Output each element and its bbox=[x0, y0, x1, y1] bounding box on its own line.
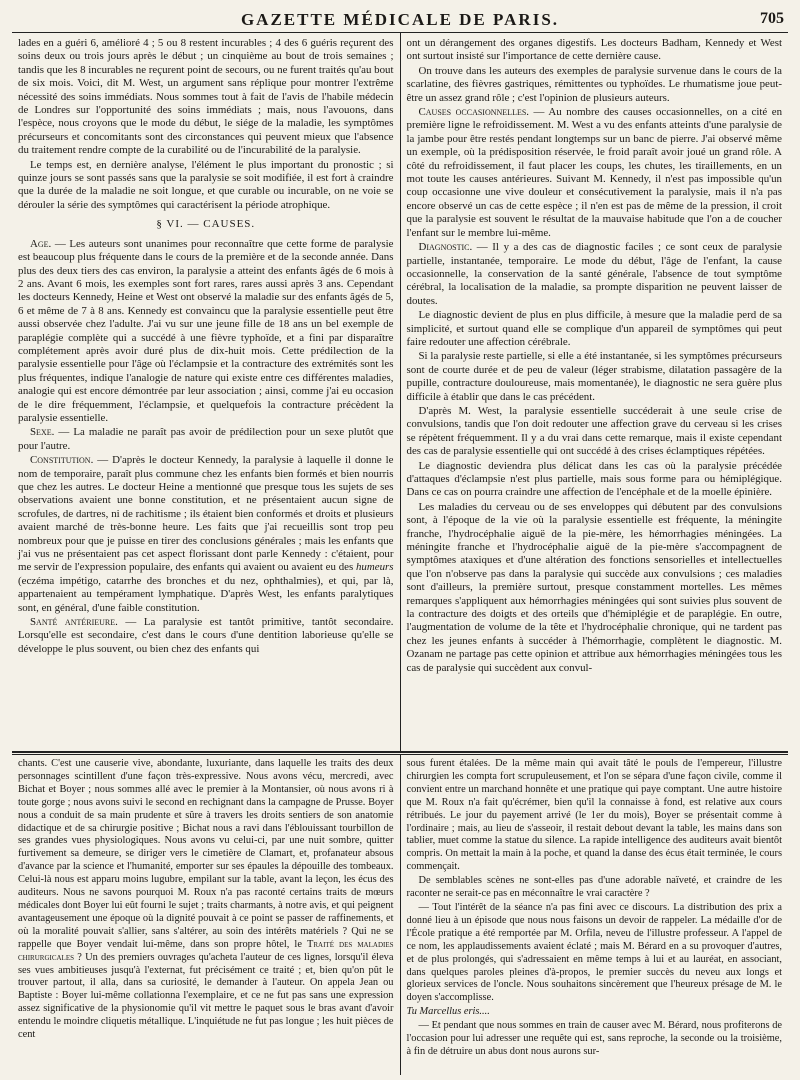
paragraph-text: (eczéma impétigo, catarrhe des bronches et du nez, ophthalmies), et qui, par là, appartenaient au tempérament lymphatique. D'après West, les enfants paralytiques sont, en général, d'une faible constitution. bbox=[18, 574, 394, 614]
paragraph-text: — La maladie ne paraît pas avoir de prédilection pour un sexe plutôt que pour l'autre. bbox=[18, 426, 394, 452]
paragraph: Si la paralysie reste partielle, si elle a été instantanée, si les symptômes précurseurs sont de courte durée et de peu de valeur (léger strabisme, dilatation passagère de la pupille, contracture douloureuse, mais momentanée), le diagnostic ne sera guère plus difficile à établir que dans le cas précédent. bbox=[406, 350, 782, 403]
book-title: Traité des maladies chirurgicales bbox=[18, 938, 394, 963]
paragraph-text: — Il y a des cas de diagnostic faciles ; ce sont ceux de paralysie partielle, instantanée, temporaire. Le mode du début, l'âge de l'enfant, la cause occasionnelle, la conservation de la santé générale, l'absence de tout symptôme cérébral, la localisation de la maladie, sa prompte disparition ne peuvent laisser de doutes. bbox=[406, 241, 782, 307]
paragraph: Le temps est, en dernière analyse, l'élément le plus important du pronostic ; si quinze jours se sont passés sans que la paralysie se soit modifiée, il est fort à craindre que la durée de la maladie ne soit longue, et que curable ou incurable, on ne voie se dérouler la série des symptômes qui caractérisent la période atrophique. bbox=[18, 158, 394, 211]
paragraph: ont un dérangement des organes digestifs. Les docteurs Badham, Kennedy et West ont surtout insisté sur l'importance de cette dernière cause. bbox=[406, 37, 782, 63]
paragraph: — Tout l'intérêt de la séance n'a pas fini avec ce discours. La distribution des prix a donné lieu à un épisode que nous nous faisons un devoir de rappeler. La médaille d'or de l'École pratique a été remportée par M. Orfila, neveu de l'illustre professeur. A l'appel de ce nom, les applaudissements avaient éclaté ; mais M. Bérard en a su provoquer d'autres, et de plus prolongés, qui s'adressaient en même temps à lui et au lauréat, en associant, dans quelques paroles pleines d'à-propos, le premier succès du neveu aux longs et glorieux services de l'oncle. Nous souhaitons sincèrement que l'heureux présage de M. le doyen s'accomplisse. bbox=[406, 901, 782, 1004]
paragraph: sous furent étalées. De la même main qui avait tâté le pouls de l'empereur, l'illustre chirurgien les compta fort scrupuleusement, et l'on se sépara d'une façon civile, comme il convient entre un marchand honnête et une pratique qui paye comptant. Une autre histoire que M. Roux n'a fait qu'écrémer, bien qu'il la connaisse à fond, est relative aux cours rétribués. Le jour du payement arrivé (le 1er du mois), Boyer se présentait comme à l'ordinaire ; mais, au lieu de s'asseoir, il restait debout devant la table, les mains dans son tablier, muet comme la statue du silence. La rapide intelligence des auditeurs avait bientôt compris. On mettait la main à la poche, et quand la danse des écus était terminée, le cours commençait. bbox=[406, 758, 782, 873]
paragraph: On trouve dans les auteurs des exemples de paralysie survenue dans le cours de la scarlatine, des fièvres gastriques, rémittentes ou typhoïdes. Le rhumatisme joue peut-être un assez grand rôle ; c'est l'opinion de plusieurs auteurs. bbox=[406, 64, 782, 104]
main-left-column bbox=[12, 33, 401, 751]
paragraph bbox=[18, 238, 394, 426]
publication-title: GAZETTE MÉDICALE DE PARIS. bbox=[240, 10, 560, 29]
paragraph bbox=[18, 758, 394, 1042]
paragraph bbox=[407, 106, 783, 240]
paragraph-text: — Les auteurs sont unanimes pour reconnaître que cette forme de paralysie est beaucoup plus fréquente dans le cours de la première et de la seconde année. Dans plus des deux tiers des cas environ, la paralysie a atteint des enfants âgés de 6 mois à 2 ans. Avant 6 mois, les exemples sont fort rares, rares aussi après 3 ans. Cependant les docteurs Kennedy, Heine et West ont observé la maladie sur des enfants âgés de 5, 6 et même de 7 à 8 ans. Kennedy est convaincu que la paralysie essentielle peut être aussi observée chez l'adulte. J'ai vu sur une jeune fille de 18 ans un bel exemple de paraplégie complète qui a succédé à une fièvre typhoïde, et a fini par disparaître complétement après avoir duré plus de dix-huit mois. Cette prédilection de la paralysie essentielle pour l'âge où l'éclampsie et la contracture des extrémités sont les plus fréquentes, indique l'analogie de nature qui existe entre ces différentes maladies, analogie qui est encore démontrée par leur association ; ainsi, comme j'ai eu occasion de le dire fréquemment, l'éclampsie, et quelquefois la contracture précèdent la paralysie essentielle. bbox=[18, 237, 394, 424]
paragraph: lades en a guéri 6, amélioré 4 ; 5 ou 8 restent incurables ; 4 des 6 guéris reçurent des soins deux ou trois jours après le début ; un cinquième au bout de trois semaines ; tandis que les 8 incurables ne reçurent point de secours, ou ne furent traités qu'au bout de six mois. Voici, dit M. West, un argument sans réplique pour montrer l'extrême nécessité des soins immédiats. Nous sommes tout à fait de l'avis de l'habile médecin de Londres sur l'opportunité des soins immédiats ; mais, nous l'avouons, dans l'espèce, nous croyons que le mode du début, le siége de la maladie, les symptômes précurseurs et concomitants sont des circonstances qui peuvent mieux que l'absence du traitement rendre compte de la curabilité ou de l'incurabilité de la paralysie. bbox=[18, 37, 394, 157]
paragraph-text: — Au nombre des causes occasionnelles, on a cité en première ligne le refroidissement. M. West a vu des enfants atteints d'une paralysie de la jambe pour être restés pendant longtemps sur un banc de pierre. J'ai observé même un exemple, où la prédisposition réservée, le froid paraît avoir joué un grand rôle. A côté du refroidissement, il faut placer les coups, les chutes, les tiraillements, en un mot toute les causes antérieures. Suivant M. Kennedy, il n'est pas impossible qu'un coup occasionne une vive douleur et consécutivement la paralysie, mais il n'a pas encore observé un cas de cette espèce ; il n'en est pas de même de la pression, il croit que la paralysie est souvent le résultat de la mauvaise habitude que l'on a de coucher l'enfant sur le membre lui-même. bbox=[406, 106, 783, 239]
feuilleton-right-column bbox=[401, 755, 789, 1075]
paragraph-text: chants. C'est une causerie vive, abondante, luxuriante, dans laquelle les traits des deux personnages scintillent d'une façon très-expressive. Nous avons vécu, mercredi, avec Bichat et Boyer ; nous sommes allé avec le premier à la Montansier, où nous avons ri à toute gorge ; nous avons suivi le second en rechignant dans la campagne de Prusse. Boyer nous a conduit de sa main prudente et sûre à travers les droits sentiers de son anatomie didactique et de sa chirurgie positive ; Bichat nous a ravi dans l'éblouissant tourbillon de ses grandes vues physiologiques. Nous avons vu celui-ci, par une nuit sombre, quitter furtivement sa demeure, se diriger vers le cimetière de Clamart, et, profanateur absous d'avance par la science et l'humanité, emporter sur ses épaules la dépouille des tombeaux. Celui-là nous est apparu moins lugubre, empilant sur la table, avant la leçon, les écus des auditeurs. Nous ne savons pourquoi M. Roux n'a pas raconté certains traits de mœurs médicales dont Boyer lui eût fourni le sujet ; traits charmants, à notre avis, et qui peignent avantageusement une époque où la dignité pouvait à ce point se passer de raffinements, et où la moralité pouvait s'allier, sans s'altérer, au soin des intérêts matériels ? Qui ne se rappelle que Boyer vendait lui-même, dans son propre hôtel, le bbox=[18, 758, 394, 950]
paragraph: Le diagnostic devient de plus en plus difficile, à mesure que la maladie perd de sa simplicité, et surtout quand elle se complique d'un appareil de symptômes qui peut faire redouter une affection cérébrale. bbox=[406, 309, 782, 348]
page-number: 705 bbox=[760, 10, 784, 27]
paragraph: De semblables scènes ne sont-elles pas d'une adorable naïveté, et craindre de les raconter ne serait-ce pas en méconnaître le vrai caractère ? bbox=[406, 875, 782, 900]
paragraph-label: Causes occasionnelles. bbox=[418, 106, 530, 119]
paragraph: Le diagnostic deviendra plus délicat dans les cas où la paralysie précédée d'attaques d'éclampsie n'est plus partielle, mais sous forme para ou hémiplégique. Dans ce cas on pourra craindre une affection de l'encéphale et de la moelle épinière. bbox=[406, 459, 782, 499]
emphasis: Tu Marcellus eris.... bbox=[406, 1006, 490, 1018]
paragraph-label: Age. bbox=[30, 237, 52, 250]
emphasis: humeurs bbox=[355, 561, 394, 574]
feuilleton bbox=[12, 752, 788, 1075]
paragraph: D'après M. West, la paralysie essentielle succéderait à une seule crise de convulsions, tandis que l'on doit redouter une affection grave du cerveau si les crises se répètent fréquemment. Il y a du vrai dans cette remarque, mais il existe cependant des cas de paralysie essentielle qui ont succédé à des crises éclamptiques répétées. bbox=[406, 404, 782, 458]
paragraph-text: — D'après le docteur Kennedy, la paralysie à laquelle il donne le nom de temporaire, paraît plus commune chez les enfants bien formés et bien nourris que chez les autres. Le docteur Heine a mentionné que presque tous les sujets de ses observations avaient une bonne constitution, et ne présentaient aucun signe de scrofules, de dartres, ni de rachitisme ; ils étaient bien conformés et droits et plusieurs avaient marché de très-bonne heure. Les faits que j'ai recueillis sont trop peu nombreux pour que je puisse en tirer des conclusions générales ; mais les enfants que j'ai vus ne présentaient pas cet aspect florissant dont parle Kennedy : c'étaient, pour me servir de l'expression populaire, des enfants qui avaient ou avaient eu des bbox=[18, 454, 394, 574]
paragraph-label: Constitution. bbox=[30, 454, 94, 467]
paragraph: — Et pendant que nous sommes en train de causer avec M. Bérard, nous profiterons de l'occasion pour lui adresser une requête qui est, sans reproche, la seconde ou la troisième, à fin de détruire un abus dont nous aurons sur- bbox=[406, 1020, 782, 1057]
quotation bbox=[407, 1006, 783, 1019]
paragraph bbox=[18, 454, 394, 615]
paragraph-text: ? Un des premiers ouvrages qu'acheta l'auteur de ces lignes, lorsqu'il éleva ses vues ambitieuses jusqu'à l'externat, fut précisément ce traité ; et, bien qu'on pût le trouver partout, il alla, dans sa curiosité, le demander à l'auteur. On appela Jean ou Baptiste : Boyer lui-même collationna l'exemplaire, et ce ne fut pas sans une expression assez significative de la physionomie qu'il vit mettre le paquet sous le bras avant d'avoir entendu le moindre cliquetis métallique. L'inquiétude ne fut pas longue ; les huit pièces de cent bbox=[18, 951, 394, 1041]
paragraph-label: Santé antérieure. bbox=[30, 616, 118, 629]
paragraph: Les maladies du cerveau ou de ses enveloppes qui débutent par des convulsions sont, à l'époque de la vie où la paralysie essentielle est fréquente, la méningite franche, l'hydrocéphalie aiguë de la pie-mère, les hémorrhagies méningées. La méningite franche et l'hydrocéphalie aiguë de la pie-mère s'accompagnent de symptômes ataxiques et d'une altération des fonctions sensorielles et intellectuelles que l'on n'observe pas dans la paralysie qui succède aux convulsions ; ces maladies sont d'ailleurs, la première surtout, presque constamment mortelles. Les mêmes remarques s'appliquent aux hémorrhagies méningées qui sont suivies plus souvent de la contracture des doigts et des orteils que d'hémiplégie et de paraplégie. En outre, l'augmentation de volume de la tête et l'hydrocéphalie chronique, qui ne tardent pas chez les jeunes enfants à succéder à l'hémorrhagie, complètent le diagnostic. M. Ozanam ne partage pas cette opinion et attribue aux hémorrhagies méningées tous les cas de paralysie qui succèdent aux convul- bbox=[406, 500, 782, 674]
feuilleton-left-column bbox=[12, 755, 401, 1075]
page-header bbox=[12, 6, 788, 33]
section-heading: § VI. — CAUSES. bbox=[156, 218, 256, 231]
paragraph bbox=[407, 241, 783, 308]
paragraph bbox=[18, 426, 394, 453]
paragraph bbox=[18, 616, 394, 656]
paragraph-text: — La paralysie est tantôt primitive, tantôt secondaire. Lorsqu'elle est secondaire, c'est dans le cours d'une dentition laborieuse qu'elle se développe le plus souvent, ou bien chez des enfants qui bbox=[18, 616, 394, 655]
paragraph-label: Diagnostic. bbox=[418, 241, 473, 254]
main-right-column bbox=[401, 33, 789, 751]
paragraph-label: Sexe. bbox=[30, 426, 55, 439]
article-main bbox=[12, 33, 788, 752]
